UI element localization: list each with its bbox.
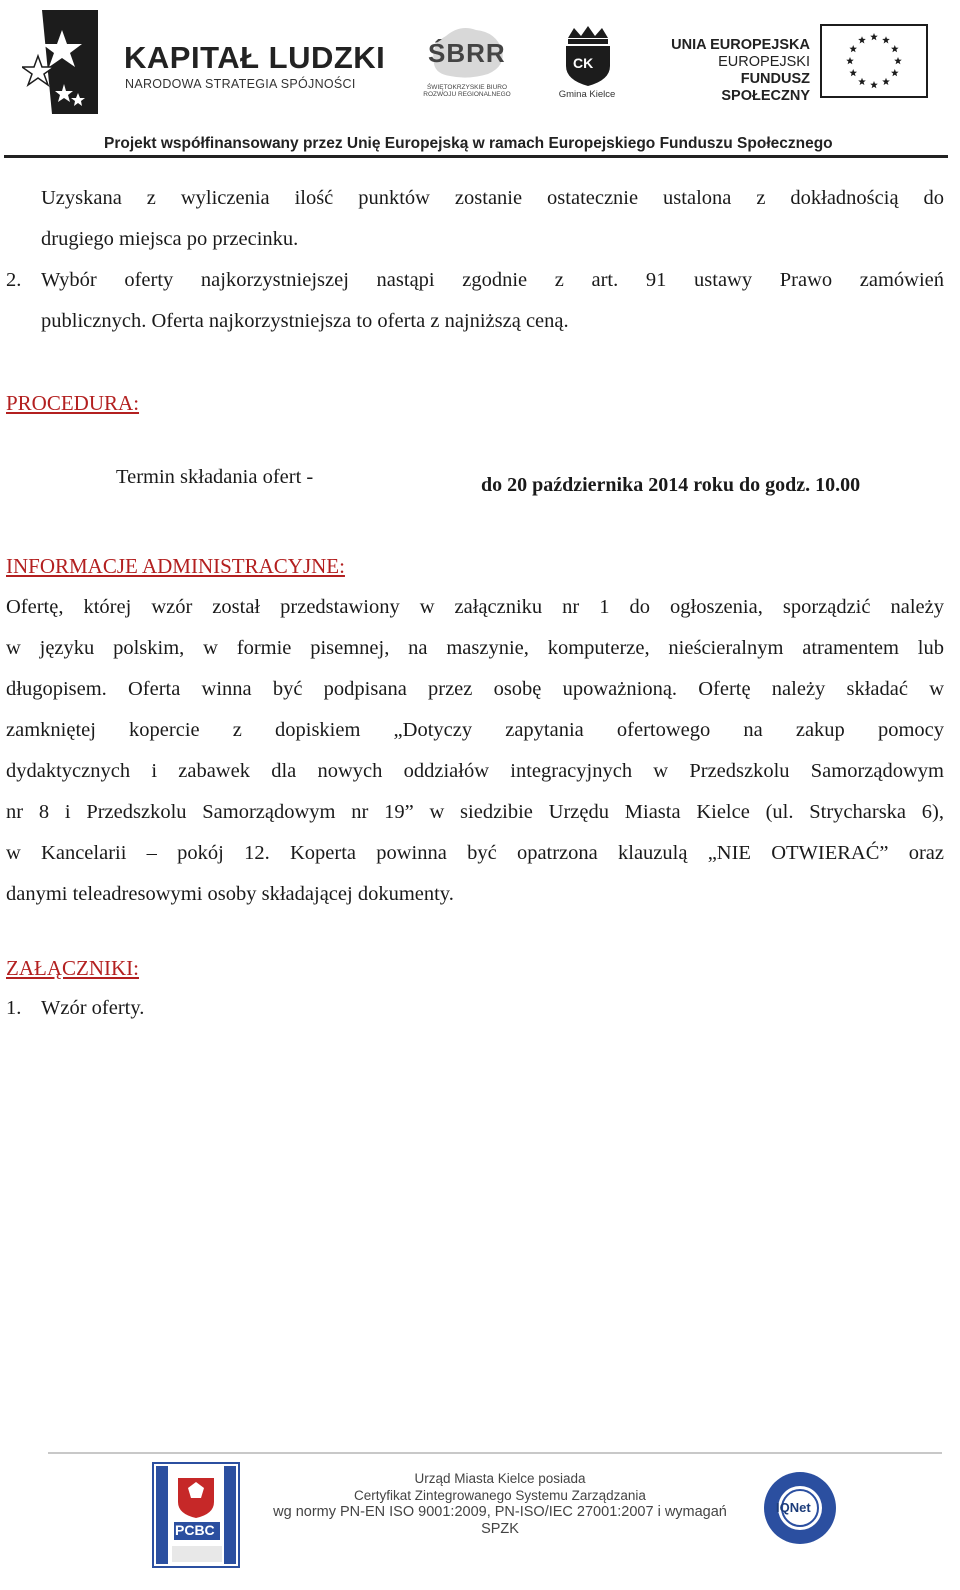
item-2-line-1: Wybór oferty najkorzystniejszej nastąpi zgodnie z art. 91 ustawy Prawo zamówień	[41, 269, 944, 291]
attachments-heading: ZAŁĄCZNIKI:	[6, 956, 139, 980]
procedura-heading: PROCEDURA:	[6, 391, 140, 415]
deadline-value: do 20 października 2014 roku do godz. 10.00	[481, 474, 861, 496]
footer-divider	[48, 1452, 942, 1454]
info-line: dydaktycznych i zabawek dla nowych oddziałów integracyjnych w Przedszkolu Samorządowym	[6, 760, 944, 782]
eu-line-european: EUROPEJSKI	[718, 54, 810, 70]
item-number-2: 2.	[6, 269, 22, 291]
item-2-line-2: publicznych. Oferta najkorzystniejsza to oferta z najniższą ceną.	[41, 310, 569, 332]
info-admin-paragraph	[6, 587, 944, 915]
scoring-precision-line-2: drugiego miejsca po przecinku.	[41, 228, 299, 250]
eu-text-block	[650, 37, 810, 105]
iqnet-label: IQNet	[776, 1500, 811, 1515]
sbrr-caption: ŚWIĘTOKRZYSKIE BIURO ROZWOJU REGIONALNEGO	[423, 84, 511, 98]
attachment-number-1: 1.	[6, 997, 22, 1019]
info-line: długopisem. Oferta winna być podpisana przez osobę upoważnioną. Ofertę należy składać w	[6, 678, 944, 700]
info-line: nr 8 i Przedszkolu Samorządowym nr 19” w siedzibie Urzędu Miasta Kielce (ul. Strycharska 6),	[6, 801, 944, 823]
pcbc-label: PCBC	[175, 1522, 215, 1538]
ck-logo-text: CK	[573, 55, 594, 71]
info-line: w Kancelarii – pokój 12. Koperta powinna być opatrzona klauzulą „NIE OTWIERAĆ” oraz	[6, 842, 944, 864]
scoring-precision-line-1: Uzyskana z wyliczenia ilość punktów zostanie ostatecznie ustalona z dokładnością do	[41, 187, 944, 209]
deadline-label: Termin składania ofert -	[116, 466, 314, 488]
kapital-ludzki-subtitle: NARODOWA STRATEGIA SPÓJNOŚCI	[125, 77, 356, 91]
footer-line-1: Urząd Miasta Kielce posiada	[414, 1471, 586, 1486]
pcbc-certificate-icon	[152, 1462, 240, 1568]
page-header	[0, 0, 960, 160]
gmina-kielce-caption: Gmina Kielce	[558, 89, 616, 100]
sbrr-logo-text: ŚBRR	[428, 38, 506, 68]
info-line: Ofertę, której wzór został przedstawiony w załączniku nr 1 do ogłoszenia, sporządzić należy	[6, 596, 944, 618]
header-divider	[4, 155, 948, 158]
project-cofinancing-line: Projekt współfinansowany przez Unię Europejską w ramach Europejskiego Funduszu Społecznego	[104, 135, 833, 152]
footer-line-3: wg normy PN-EN ISO 9001:2009, PN-ISO/IEC 27001:2007 i wymagań SPZK	[273, 1504, 727, 1537]
eu-line-union: UNIA EUROPEJSKA	[671, 37, 810, 53]
footer-line-2: Certyfikat Zintegrowanego Systemu Zarządzania	[354, 1488, 646, 1503]
kapital-ludzki-logo-icon	[22, 6, 100, 116]
info-admin-heading: INFORMACJE ADMINISTRACYJNE:	[6, 554, 345, 578]
kapital-ludzki-title: KAPITAŁ LUDZKI	[124, 40, 386, 75]
footer-certificate-text	[262, 1470, 738, 1538]
eu-line-fund: FUNDUSZ SPOŁECZNY	[721, 71, 810, 104]
info-line: w języku polskim, w formie pisemnej, na maszynie, komputerze, nieścieralnym atramentem lub	[6, 637, 944, 659]
eu-flag-icon	[820, 24, 928, 98]
info-line: danymi teleadresowymi osoby składającej dokumenty.	[6, 883, 454, 905]
attachment-item-1: Wzór oferty.	[41, 997, 145, 1019]
info-line: zamkniętej kopercie z dopiskiem „Dotyczy zapytania ofertowego na zakup pomocy	[6, 719, 944, 741]
